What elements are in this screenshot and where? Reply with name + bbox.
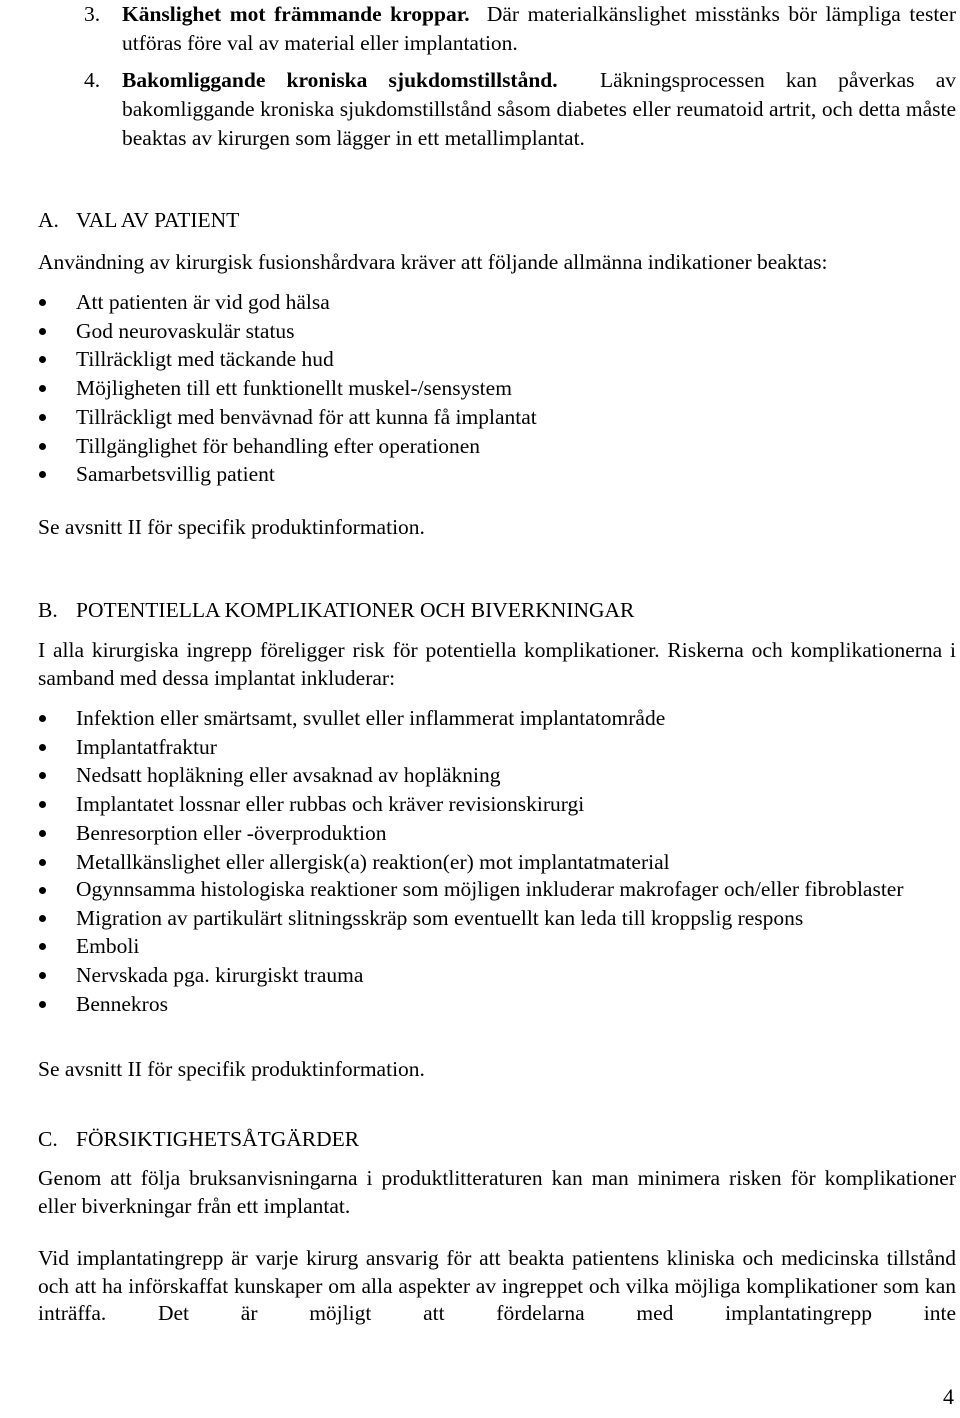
item-text: Läkningsprocessen kan påverkas av bakomliggande kroniska sjukdomstillstånd såsom diabetes eller reumatoid artrit, och detta måste beaktas av kirurgen som lägger in ett metallimplantat.: [122, 68, 957, 150]
bullet-icon: [39, 887, 46, 894]
list-item: Infektion eller smärtsamt, svullet eller inflammerat implantatområde: [38, 704, 956, 733]
section-b-footer: Se avsnitt II för specifik produktinformation.: [38, 1057, 425, 1081]
bullet-icon: [39, 943, 46, 950]
section-letter: A.: [38, 208, 59, 232]
list-item: Tillräckligt med benvävnad för att kunna få implantat: [38, 403, 956, 432]
item-number: 4.: [84, 68, 101, 92]
list-item: Ogynnsamma histologiska reaktioner som möjligen inkluderar makrofager och/eller fibroblaster: [38, 876, 956, 904]
list-item: Nedsatt hopläkning eller avsaknad av hopläkning: [38, 761, 956, 790]
bullet-icon: [39, 715, 46, 722]
bullet-icon: [39, 744, 46, 751]
section-c-paragraph-2: Vid implantatingrepp är varje kirurg ansvarig för att beakta patientens kliniska och medicinska tillstånd och att ha införskaffat kunskaper om alla aspekter av ingreppet och vilka möjliga komplikationer som kan inträffa. Det är möjligt att fördelarna med implantatingrepp inte: [38, 1246, 956, 1325]
section-letter: B.: [38, 598, 58, 622]
bullet-icon: [39, 1001, 46, 1008]
bullet-icon: [39, 385, 46, 392]
bullet-icon: [39, 972, 46, 979]
item-bold-lead: Känslighet mot främmande kroppar.: [122, 2, 470, 26]
section-b-list: [38, 704, 956, 1019]
list-item: Möjligheten till ett funktionellt muskel-/sensystem: [38, 374, 956, 403]
list-item: Benresorption eller -överproduktion: [38, 819, 956, 848]
list-item: Implantatet lossnar eller rubbas och kräver revisionskirurgi: [38, 790, 956, 819]
section-title: VAL AV PATIENT: [76, 208, 240, 232]
item-body: [122, 0, 956, 58]
list-item: Tillräckligt med täckande hud: [38, 345, 956, 374]
bullet-icon: [39, 859, 46, 866]
section-a-list: [38, 288, 956, 489]
list-item: Tillgänglighet för behandling efter operationen: [38, 432, 956, 461]
bullet-icon: [39, 356, 46, 363]
list-item: Samarbetsvillig patient: [38, 460, 956, 489]
section-a-heading: [38, 206, 239, 235]
item-number: 3.: [84, 2, 101, 26]
list-item: Bennekros: [38, 990, 956, 1019]
list-item: Migration av partikulärt slitningsskräp som eventuellt kan leda till kroppslig respons: [38, 904, 956, 933]
section-a-intro: Användning av kirurgisk fusionshårdvara kräver att följande allmänna indikationer beaktas:: [38, 250, 828, 274]
section-b-intro: I alla kirurgiska ingrepp föreligger risk för potentiella komplikationer. Riskerna och komplikationerna i samband med dessa implantat inkluderar:: [38, 638, 956, 690]
list-item: Metallkänslighet eller allergisk(a) reaktion(er) mot implantatmaterial: [38, 848, 956, 877]
section-title: POTENTIELLA KOMPLIKATIONER OCH BIVERKNINGAR: [76, 598, 635, 622]
section-b-heading: [38, 596, 634, 625]
bullet-icon: [39, 772, 46, 779]
bullet-icon: [39, 471, 46, 478]
item-bold-lead: Bakomliggande kroniska sjukdomstillstånd.: [122, 68, 558, 92]
list-item: God neurovaskulär status: [38, 317, 956, 346]
bullet-icon: [39, 414, 46, 421]
section-c-paragraph-1: Genom att följa bruksanvisningarna i produktlitteraturen kan man minimera risken för komplikationer eller biverkningar från ett implantat.: [38, 1166, 956, 1218]
section-title: FÖRSIKTIGHETSÅTGÄRDER: [76, 1127, 360, 1151]
bullet-icon: [39, 915, 46, 922]
list-item: Att patienten är vid god hälsa: [38, 288, 956, 317]
bullet-icon: [39, 299, 46, 306]
list-item: Implantatfraktur: [38, 733, 956, 762]
bullet-icon: [39, 830, 46, 837]
list-item: Nervskada pga. kirurgiskt trauma: [38, 961, 956, 990]
page-number: 4: [943, 1384, 954, 1409]
bullet-icon: [39, 443, 46, 450]
bullet-icon: [39, 328, 46, 335]
bullet-icon: [39, 801, 46, 808]
section-c-heading: [38, 1125, 359, 1154]
item-text: Där materialkänslighet misstänks bör lämpliga tester utföras före val av material eller implantation.: [122, 2, 956, 55]
list-item: Emboli: [38, 932, 956, 961]
item-body: [122, 66, 956, 153]
section-letter: C.: [38, 1127, 58, 1151]
section-a-footer: Se avsnitt II för specifik produktinformation.: [38, 515, 425, 539]
